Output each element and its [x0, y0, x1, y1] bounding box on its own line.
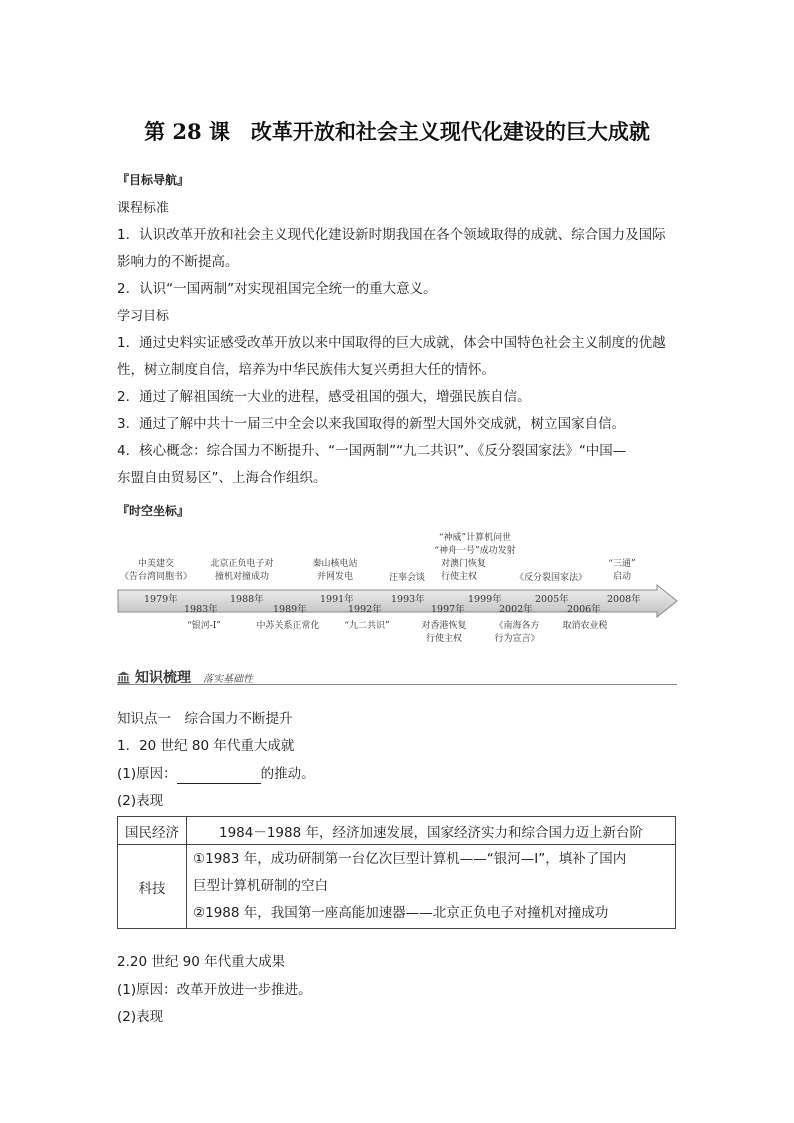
- event-line: 汪辜会谈: [388, 573, 425, 583]
- timeline-year: 1997年: [431, 604, 465, 615]
- event-line: 中苏关系正常化: [256, 621, 320, 631]
- event-line: “神舟一号”成功发射: [434, 546, 516, 556]
- timeline-event-upper: [505, 572, 597, 585]
- item-heading: 2.20 世纪 90 年代重大成果: [117, 954, 286, 970]
- timeline-event-upper: [202, 558, 282, 584]
- knowledge-heading: 知识梳理: [135, 670, 191, 686]
- event-line: 行使主权: [441, 572, 478, 582]
- timeline-year: 1993年: [391, 594, 425, 605]
- goal-heading: 学习目标: [117, 309, 170, 324]
- standard-line: 2．认识“一国两制”对实现祖国完全统一的重大意义。: [117, 281, 437, 297]
- table-line: 巨型计算机研制的空白: [193, 878, 328, 894]
- event-line: 中美建交: [137, 559, 174, 569]
- event-line: 并网发电: [316, 572, 353, 582]
- timeline-year: 1999年: [468, 594, 502, 605]
- reason-line: (1)原因：改革开放进一步推进。: [117, 982, 312, 998]
- event-line: “三通”: [608, 559, 636, 569]
- event-line: “九二共识”: [344, 621, 390, 631]
- goal-line: 4．核心概念：综合国力不断提升、“一国两制”“九二共识”、《反分裂国家法》“中国—: [117, 443, 627, 459]
- event-line: 行为宣言》: [494, 634, 540, 644]
- divider: [117, 684, 677, 685]
- timeline-year: 1989年: [273, 604, 307, 615]
- event-line: 行使主权: [425, 634, 462, 644]
- fill-in-blank[interactable]: [177, 769, 261, 784]
- event-line: 取消农业税: [562, 621, 608, 631]
- knowledge-tagline: 落实基础性: [203, 674, 253, 685]
- timeline-year: 2002年: [499, 604, 533, 615]
- section-heading-goals: 『目标导航』: [117, 173, 190, 187]
- goal-line: 3．通过了解中共十一届三中全会以来我国取得的新型大国外交成就，树立国家自信。: [117, 416, 626, 432]
- knowledge-header: [117, 667, 677, 685]
- table-cell: [187, 845, 676, 929]
- reason-prefix: (1)原因：: [117, 766, 177, 782]
- table-row: [118, 845, 676, 929]
- timeline-year: 1992年: [348, 604, 382, 615]
- timeline-event-upper: [299, 558, 371, 584]
- timeline-event-lower: [248, 620, 328, 633]
- reason-line: [117, 764, 315, 784]
- timeline-year: 2008年: [607, 594, 641, 605]
- building-icon: [117, 669, 130, 682]
- event-line: 秦山核电站: [312, 559, 358, 569]
- event-line: 对香港恢复: [421, 621, 467, 631]
- knowledge-point-heading: 知识点一 综合国力不断提升: [117, 711, 293, 727]
- table-cell-header: 国民经济: [118, 817, 187, 845]
- timeline-year: 1991年: [320, 594, 354, 605]
- event-line: 《反分裂国家法》: [514, 573, 587, 583]
- timeline-event-lower: [412, 620, 476, 646]
- reason-suffix: 的推动。: [260, 766, 315, 782]
- timeline-event-lower: [484, 620, 550, 646]
- event-line: 北京正负电子对: [210, 559, 274, 569]
- timeline-event-lower: [335, 620, 399, 633]
- table-cell-header: 科技: [118, 845, 187, 929]
- event-line: 《南海各方: [494, 621, 540, 631]
- event-line: “神威”计算机问世: [438, 533, 512, 543]
- table-line: ②1988 年，我国第一座高能加速器——北京正负电子对撞机对撞成功: [193, 905, 609, 921]
- show-heading: (2)表现: [117, 1009, 164, 1025]
- timeline-year: 2006年: [567, 604, 601, 615]
- event-line: 《告台湾同胞书》: [119, 572, 192, 582]
- goal-line: 性，树立制度自信，培养为中华民族伟大复兴勇担大任的情怀。: [117, 362, 495, 378]
- goal-line: 2．通过了解祖国统一大业的进程，感受祖国的强大，增强民族自信。: [117, 389, 531, 405]
- timeline-year: 2005年: [535, 594, 569, 605]
- event-line: 撞机对撞成功: [214, 572, 269, 582]
- goal-line: 东盟自由贸易区”、上海合作组织。: [117, 470, 327, 486]
- standard-line: 影响力的不断提高。: [117, 254, 239, 270]
- page-title: 第 28 课 改革开放和社会主义现代化建设的巨大成就: [144, 119, 650, 144]
- achievements-table: [117, 816, 676, 929]
- timeline-year: 1979年: [144, 594, 178, 605]
- event-line: “银河-Ⅰ”: [187, 621, 221, 631]
- table-row: [118, 817, 676, 845]
- table-cell: 1984－1988 年，经济加速发展，国家经济实力和综合国力迈上新台阶: [187, 817, 676, 845]
- show-heading: (2)表现: [117, 793, 164, 809]
- item-heading: 1．20 世纪 80 年代重大成就: [117, 738, 295, 754]
- timeline-event-upper: [116, 558, 196, 584]
- event-line: 启动: [612, 572, 631, 582]
- standard-heading: 课程标准: [117, 201, 170, 216]
- timeline-event-upper: [596, 558, 648, 584]
- timeline-event-lower: [174, 620, 234, 633]
- section-heading-timeline: 『时空坐标』: [117, 504, 190, 518]
- event-line: 对澳门恢复: [441, 559, 487, 569]
- standard-line: 1．认识改革开放和社会主义现代化建设新时期我国在各个领域取得的成就、综合国力及国际: [117, 227, 666, 243]
- timeline-year: 1983年: [184, 604, 218, 615]
- timeline-year: 1988年: [230, 594, 264, 605]
- goal-line: 1．通过史料实证感受改革开放以来中国取得的巨大成就，体会中国特色社会主义制度的优越: [117, 335, 666, 351]
- timeline-event-lower: [552, 620, 618, 633]
- table-line: ①1983 年，成功研制第一台亿次巨型计算机——“银河—Ⅰ”，填补了国内: [193, 851, 627, 867]
